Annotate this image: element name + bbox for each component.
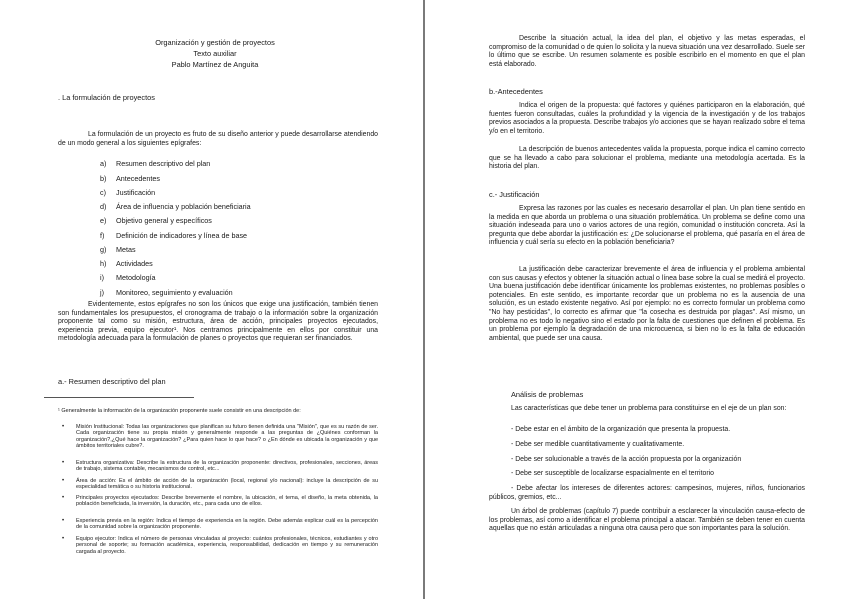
footnote-bullet: • Principales proyectos ejecutados: Describe brevemente el nombre, la ubicación, el tema, el diseño, la meta obtenida, la población beneficiada, la inversión, la duración, etc., para cada uno de ellos. [76,495,378,508]
footnote-bullet: • Experiencia previa en la región: Indica el tiempo de experiencia en la región. Debe además explicar cuál es la percepción de la comunidad sobre la organización proponente. [76,518,378,531]
problem-criterion: - Debe ser solucionable a través de la acción propuesta por la organización [511,456,742,463]
list-text: Metas [116,245,136,254]
problem-criterion-last: - Debe afectar los intereses de diferentes actores: campesinos, mujeres, niños, funcionarios públicos, gremios, etc... [489,485,805,501]
list-letter: g) [100,245,107,254]
list-text: Justificación [116,188,156,197]
list-text: Monitoreo, seguimiento y evaluación [116,288,233,297]
problem-criterion: - Debe ser susceptible de localizarse espacialmente en el territorio [511,470,714,477]
left-page [0,0,423,599]
list-letter: f) [100,231,105,240]
list-item [100,174,160,183]
list-letter: b) [100,174,107,183]
list-item [100,188,155,197]
header-author: Pablo Martínez de Anguita [171,60,259,69]
list-letter: e) [100,216,107,225]
justification-paragraph-2: La justificación debe caracterizar brevemente el área de influencia y el problema ambiental con sus causas y efectos y obtener la situación actual o línea base sobre la cual se medirá el proyecto. Una buena justificación debe identificar únicamente los problemas existentes, no problemas posibles o potenciales. En este sentido, es importante recordar que un problema no es la ausencia de una solución, es un estado existente negativo. Así por ejemplo: no es correcto formular un problema como "No hay pesticidas", lo correcto es afirmar que "la cosecha es destruida por plagas". Así mismo, un problema no es todo lo negativo sino el estado por la falta de cuestiones que definen el problema. Es un problema por ejemplo la degradación de una microcuenca, si bien no lo es la falta de educación ambiental, que puede ser una causa. [489,266,805,342]
problem-intro: Las características que debe tener un problema para constituirse en el eje de un plan son: [511,405,787,412]
problem-tree-paragraph: Un árbol de problemas (capítulo 7) puede contribuir a esclarecer la vinculación causa-efecto de los problemas, así como a identificar el problema principal a atacar. También se deben tener en cuenta aquellas que no están articuladas a ninguna otra causa pero que son importantes para la solución. [489,508,805,533]
header-subtitle: Texto auxiliar [193,49,237,58]
footnote-bullet: • Área de acción: Es el ámbito de acción de la organización (local, regional y/o nacional): incluye la descripción de su especialidad temática o su historia institucional. [76,478,378,491]
list-item [100,216,212,225]
justification-paragraph: Expresa las razones por las cuales es necesario desarrollar el plan. Un plan tiene sentido en la medida en que aborda un problema o una situación problemática. Un problema se define como una situación indeseada para uno o varios actores de una región, comunidad o institución concreta. Así la pregunta que debe abordar la justificación es: ¿De solucionarse el problema, qué pasaría en el área de influencia y cuál sería su efecto en la población beneficiaria? [489,205,805,247]
list-text: Metodología [116,273,156,282]
footnote-bullet: • Misión Institucional: Todas las organizaciones que planifican su futuro tienen definida una "Misión", que es su razón de ser. Cada organización tiene su propia misión y generalmente responde a las preguntas de ¿Quiénes conforman la organización?,¿Qué hace la organización? ¿Para quien hace lo que hace? o ¿En dónde es ubicada la organización y que ámbitos territoriales cubre?. [76,424,378,450]
list-letter: c) [100,188,106,197]
list-item [100,273,156,282]
list-item [100,288,233,297]
list-text: Antecedentes [116,174,160,183]
list-item [100,231,247,240]
list-letter: j) [100,288,104,297]
intro-paragraph: La formulación de un proyecto es fruto de su diseño anterior y puede desarrollarse atendiendo de un modo general a los siguientes epígrafes: [58,131,378,147]
section-title: . La formulación de proyectos [58,93,155,102]
problem-criterion: - Debe estar en el ámbito de la organización que presenta la propuesta. [511,426,731,433]
summary-paragraph: Describe la situación actual, la idea del plan, el objetivo y las metas esperadas, el compromiso de la comunidad o de quien lo solicita y la nueva situación una vez desarrollado. Suele ser lo último que se escribe. Un resumen solamente es posible escribirlo en el momento en que el plan está elaborado. [489,35,805,68]
footnote-intro: ¹ Generalmente la información de la organización proponente suele consistir en una descripción de: [58,407,301,414]
list-item [100,202,251,211]
list-text: Definición de indicadores y línea de base [116,231,248,240]
footnote-rule [44,397,194,398]
closing-paragraph: Evidentemente, estos epígrafes no son los únicos que exige una justificación, también tienen son fundamentales los presupuestos, el cronograma de trabajo o la información sobre la organización proponente tal como su misión, estructura, área de acción, principales proyectos ejecutados, experiencia previa, equipo ejecutor¹. Nos centramos principalmente en ellos por constituir una metodología adecuada para la formulación de planes o proyectos que requieran ser financiados. [58,301,378,343]
list-letter: h) [100,259,107,268]
list-text: Actividades [116,259,153,268]
problem-criterion: - Debe ser medible cuantitativamente y cualitativamente. [511,441,685,448]
footnote-bullet: • Estructura organizativa: Describe la estructura de la organización proponente: directivos, profesionales, secciones, áreas de trabajo, sistema contable, mecanismos de control, etc... [76,460,378,473]
list-letter: d) [100,202,107,211]
problem-analysis-title: Análisis de problemas [511,390,584,399]
right-page [425,0,848,599]
list-text: Área de influencia y población beneficiaria [116,202,251,211]
subsection-b-title: b.-Antecedentes [489,87,543,96]
header-title: Organización y gestión de proyectos [155,38,275,47]
list-item [100,245,136,254]
subsection-a-title: a.- Resumen descriptivo del plan [58,377,166,386]
background-paragraph-2: La descripción de buenos antecedentes valida la propuesta, porque indica el camino correcto que se ha llevado a cabo para solucionar el problema, mediante una metodología acertada. Es la historia del plan. [489,146,805,171]
background-paragraph: Indica el origen de la propuesta: qué factores y quiénes participaron en la elaboración, qué fuentes fueron consultadas, cuáles la profundidad y la vigencia de la investigación y de los trabajos previos asociados a la propuesta. Describe trabajos y/o acciones que se hayan realizado sobre el tema y/o en el territorio. [489,102,805,135]
footnote-bullet: • Equipo ejecutor: Indica el número de personas vinculadas al proyecto: cuántos profesionales, técnicos, estudiantes y otro personal de soporte; su formación académica, experiencia, responsabilidad, dedicación en tiempo y su remuneración cargada al proyecto. [76,536,378,556]
list-item [100,259,153,268]
list-text: Resumen descriptivo del plan [116,159,211,168]
list-item [100,159,210,168]
subsection-c-title: c.- Justificación [489,190,540,199]
list-text: Objetivo general y específicos [116,216,212,225]
list-letter: i) [100,273,104,282]
list-letter: a) [100,159,107,168]
